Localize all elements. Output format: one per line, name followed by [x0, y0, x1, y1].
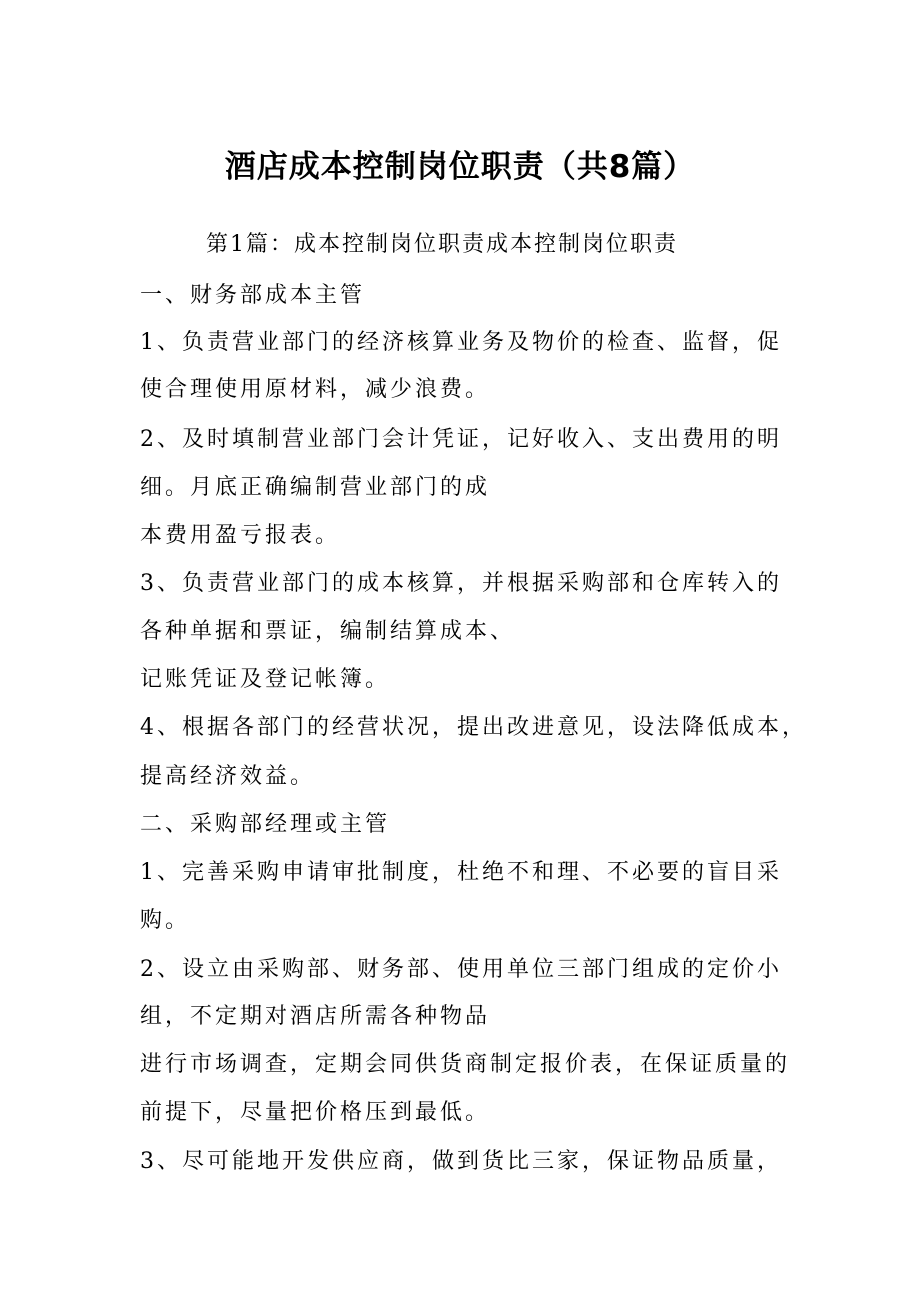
body-line: 提高经济效益。	[140, 764, 316, 789]
body-line: 3、负责营业部门的成本核算，并根据采购部和仓库转入的	[140, 571, 782, 596]
body-line: 细。月底正确编制营业部门的成	[140, 475, 491, 500]
body-line: 进行市场调查，定期会同供货商制定报价表，在保证质量的	[140, 1052, 791, 1077]
body-line: 1、负责营业部门的经济核算业务及物价的检查、监督，促	[140, 330, 782, 355]
body-line: 购。	[140, 908, 191, 933]
body-line: 各种单据和票证，编制结算成本、	[140, 619, 516, 644]
document-title: 酒店成本控制岗位职责（共8篇）	[224, 149, 696, 185]
document-subtitle: 第1篇：成本控制岗位职责成本控制岗位职责	[206, 232, 678, 257]
body-line: 组，不定期对酒店所需各种物品	[140, 1004, 491, 1029]
body-line: 本费用盈亏报表。	[140, 523, 341, 548]
body-line: 使合理使用原材料，减少浪费。	[140, 377, 491, 402]
body-line: 一、财务部成本主管	[140, 283, 366, 308]
body-line: 记账凭证及登记帐簿。	[140, 667, 391, 692]
body-line: 前提下，尽量把价格压到最低。	[140, 1100, 491, 1125]
body-line: 3、尽可能地开发供应商，做到货比三家，保证物品质量，	[140, 1149, 782, 1174]
body-line: 4、根据各部门的经营状况，提出改进意见，设法降低成本，	[140, 715, 807, 740]
body-line: 1、完善采购申请审批制度，杜绝不和理、不必要的盲目采	[140, 860, 782, 885]
body-line: 二、采购部经理或主管	[140, 812, 391, 837]
body-line: 2、设立由采购部、财务部、使用单位三部门组成的定价小	[140, 957, 782, 982]
body-line: 2、及时填制营业部门会计凭证，记好收入、支出费用的明	[140, 427, 782, 452]
